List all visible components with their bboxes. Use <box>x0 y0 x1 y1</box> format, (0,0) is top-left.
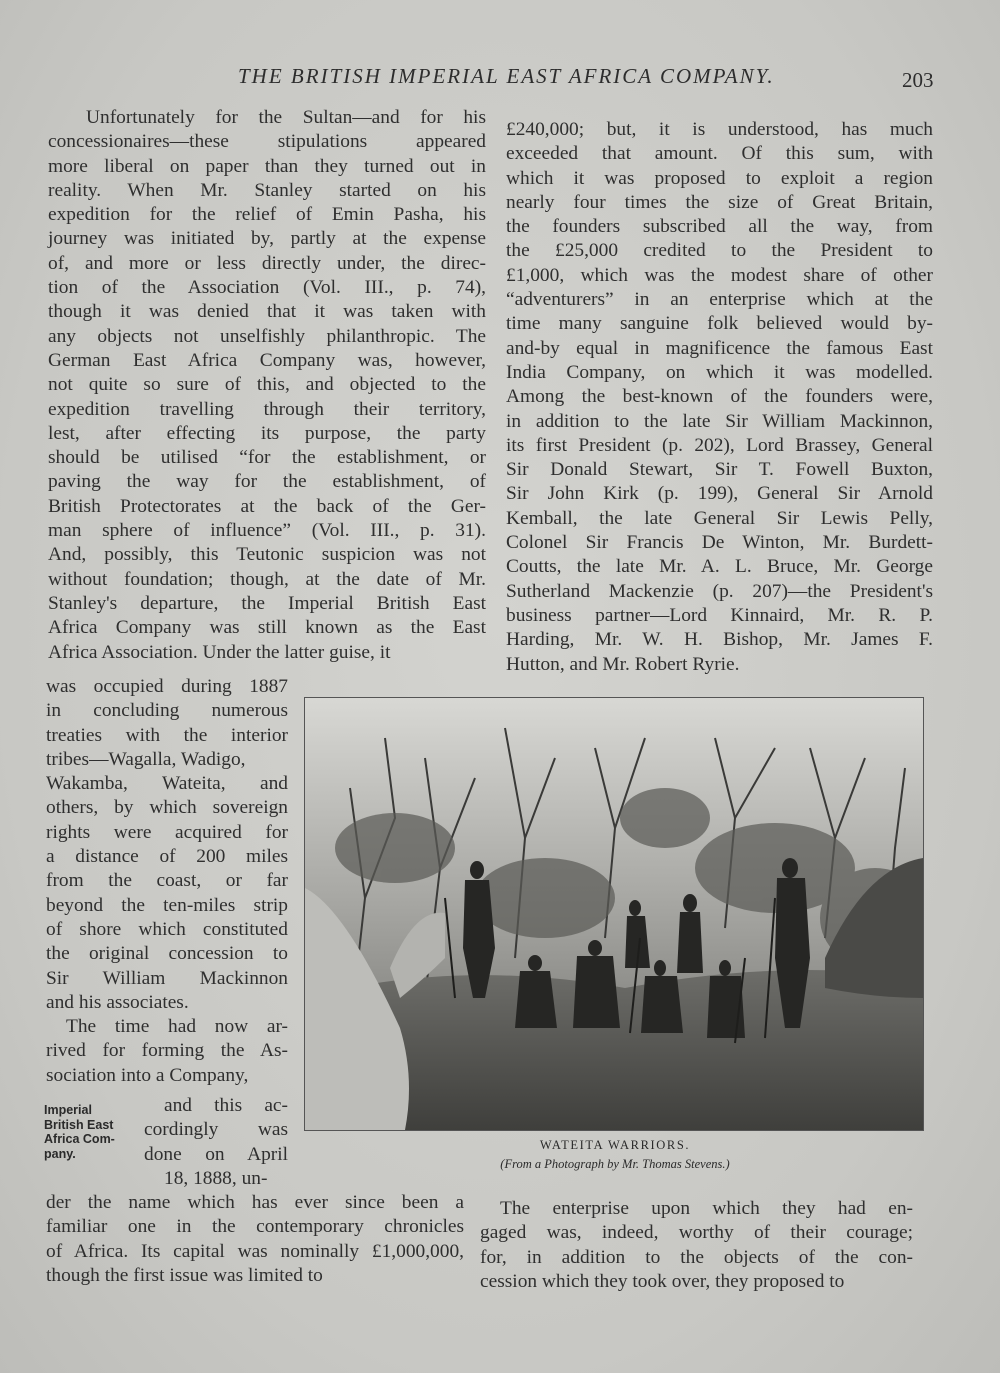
sidenote-line: Imperial <box>44 1103 92 1117</box>
text-line: £1,000, which was the modest share of other <box>506 264 933 286</box>
text-line: Coutts, the late Mr. A. L. Bruce, Mr. George <box>506 556 933 578</box>
text-line: £240,000; but, it is understood, has much <box>506 119 933 140</box>
sidenote-line: British East <box>44 1117 114 1132</box>
text-line: any objects not unselfishly philanthropic. The <box>48 325 486 347</box>
text-line: should be utilised “for the establishment, or <box>48 447 486 469</box>
text-line: Sir Donald Stewart, Sir T. Fowell Buxton, <box>506 459 933 481</box>
text-line: from the coast, or far <box>46 870 288 892</box>
text-line: the original concession to <box>46 943 288 965</box>
text-line: lest, after effecting its purpose, the party <box>48 422 486 444</box>
text-line: paving the way for the establishment, of <box>48 471 486 493</box>
text-line: cordingly was <box>144 1119 288 1141</box>
text-line: The enterprise upon which they had en- <box>500 1198 913 1219</box>
text-line: expedition for the relief of Emin Pasha, his <box>48 204 486 226</box>
narrow-column-text <box>46 675 288 1088</box>
figure-credit: (From a Photograph by Mr. Thomas Stevens.) <box>500 1157 730 1171</box>
text-line: others, by which sovereign <box>46 797 288 819</box>
text-line: not quite so sure of this, and objected to the <box>48 374 486 396</box>
wateita-warriors-photograph <box>304 697 924 1131</box>
text-line: treaties with the interior <box>46 724 288 746</box>
text-line: And, possibly, this Teutonic suspicion was not <box>48 544 486 566</box>
text-line: expedition travelling through their territory, <box>48 398 486 420</box>
sidenote-adjacent-text <box>144 1094 288 1191</box>
text-line: was occupied during 1887 <box>46 676 288 697</box>
text-line: “adventurers” in an enterprise which at the <box>506 289 933 311</box>
page-header <box>0 62 1000 92</box>
left-column-text <box>48 106 486 665</box>
text-line: gaged was, indeed, worthy of their courage; <box>480 1222 913 1244</box>
bottom-right-text <box>480 1197 913 1294</box>
text-line: cession which they took over, they proposed to <box>480 1270 845 1292</box>
text-line: beyond the ten-miles strip <box>46 894 288 916</box>
text-line: tion of the Association (Vol. III., p. 74), <box>48 277 486 299</box>
text-line: exceeded that amount. Of this sum, with <box>506 143 933 165</box>
text-line: man sphere of influence” (Vol. III., p. 31). <box>48 520 486 542</box>
text-line: rights were acquired for <box>46 821 288 843</box>
text-line: India Company, on which it was modelled. <box>506 361 933 383</box>
text-line: and his associates. <box>46 991 189 1013</box>
text-line: The time had now ar- <box>66 1016 288 1038</box>
right-column-text <box>506 118 933 677</box>
text-line: in concluding numerous <box>46 700 288 722</box>
text-line: the founders subscribed all the way, from <box>506 216 933 238</box>
text-line: done on April <box>144 1143 288 1165</box>
text-line: in addition to the late Sir William Mackinnon, <box>506 410 933 432</box>
text-line: rived for forming the As- <box>46 1040 288 1062</box>
bottom-left-text <box>46 1191 464 1288</box>
text-line: reality. When Mr. Stanley started on his <box>48 179 486 201</box>
text-line: of shore which constituted <box>46 918 288 940</box>
text-line: Africa Association. Under the latter guise, it <box>48 641 391 663</box>
text-line: which it was proposed to exploit a region <box>506 167 933 189</box>
marginal-sidenote <box>44 1103 144 1161</box>
text-line: without foundation; though, at the date of Mr. <box>48 568 486 590</box>
text-line: Stanley's departure, the Imperial British East <box>48 592 486 614</box>
text-line: Wakamba, Wateita, and <box>46 773 288 795</box>
text-line: Harding, Mr. W. H. Bishop, Mr. James F. <box>506 629 933 651</box>
text-line: Kemball, the late General Sir Lewis Pelly, <box>506 507 933 529</box>
text-line: sociation into a Company, <box>46 1064 249 1086</box>
text-line: and this ac- <box>164 1095 288 1116</box>
text-line: though it was denied that it was taken with <box>48 301 486 323</box>
text-line: business partner—Lord Kinnaird, Mr. R. P. <box>506 604 933 626</box>
text-line: Sir William Mackinnon <box>46 967 288 989</box>
text-line: though the first issue was limited to <box>46 1264 323 1286</box>
text-line: familiar one in the contemporary chronicles <box>46 1216 464 1238</box>
figure-caption: WATEITA WARRIORS. <box>539 1138 691 1152</box>
text-line: of Africa. Its capital was nominally £1,000,000, <box>46 1240 464 1262</box>
text-line: for, in addition to the objects of the con- <box>480 1246 913 1268</box>
text-line: a distance of 200 miles <box>46 846 288 868</box>
text-line: the £25,000 credited to the President to <box>506 240 933 262</box>
sidenote-line: Africa Com- <box>44 1132 115 1146</box>
text-line: Among the best-known of the founders were, <box>506 386 933 408</box>
text-line: its first President (p. 202), Lord Brassey, General <box>506 434 933 456</box>
text-line: Sir John Kirk (p. 199), General Sir Arnold <box>506 483 933 505</box>
text-line: Africa Company was still known as the East <box>48 617 486 639</box>
text-line: time many sanguine folk believed would by- <box>506 313 933 335</box>
text-line: Hutton, and Mr. Robert Ryrie. <box>506 653 740 675</box>
text-line: Sutherland Mackenzie (p. 207)—the President's <box>506 580 933 602</box>
text-line: and-by equal in magnificence the famous East <box>506 337 933 359</box>
text-line: Unfortunately for the Sultan—and for his <box>86 107 486 128</box>
running-title: THE BRITISH IMPERIAL EAST AFRICA COMPANY. <box>238 64 775 88</box>
text-line: tribes—Wagalla, Wadigo, <box>46 748 246 770</box>
text-line: concessionaires—these stipulations appeared <box>48 131 486 153</box>
text-line: 18, 1888, un- <box>164 1167 268 1189</box>
sidenote-line: pany. <box>44 1146 76 1161</box>
text-line: journey was initiated by, partly at the expense <box>48 228 486 250</box>
text-line: German East Africa Company was, however, <box>48 349 486 371</box>
text-line: Colonel Sir Francis De Winton, Mr. Burdett- <box>506 532 933 554</box>
text-line: British Protectorates at the back of the Ger- <box>48 495 486 517</box>
page-number: 203 <box>902 68 934 92</box>
text-line: der the name which has ever since been a <box>46 1192 464 1213</box>
text-line: nearly four times the size of Great Britain, <box>506 191 933 213</box>
text-line: more liberal on paper than they turned out in <box>48 155 486 177</box>
text-line: of, and more or less directly under, the direc- <box>48 252 486 274</box>
